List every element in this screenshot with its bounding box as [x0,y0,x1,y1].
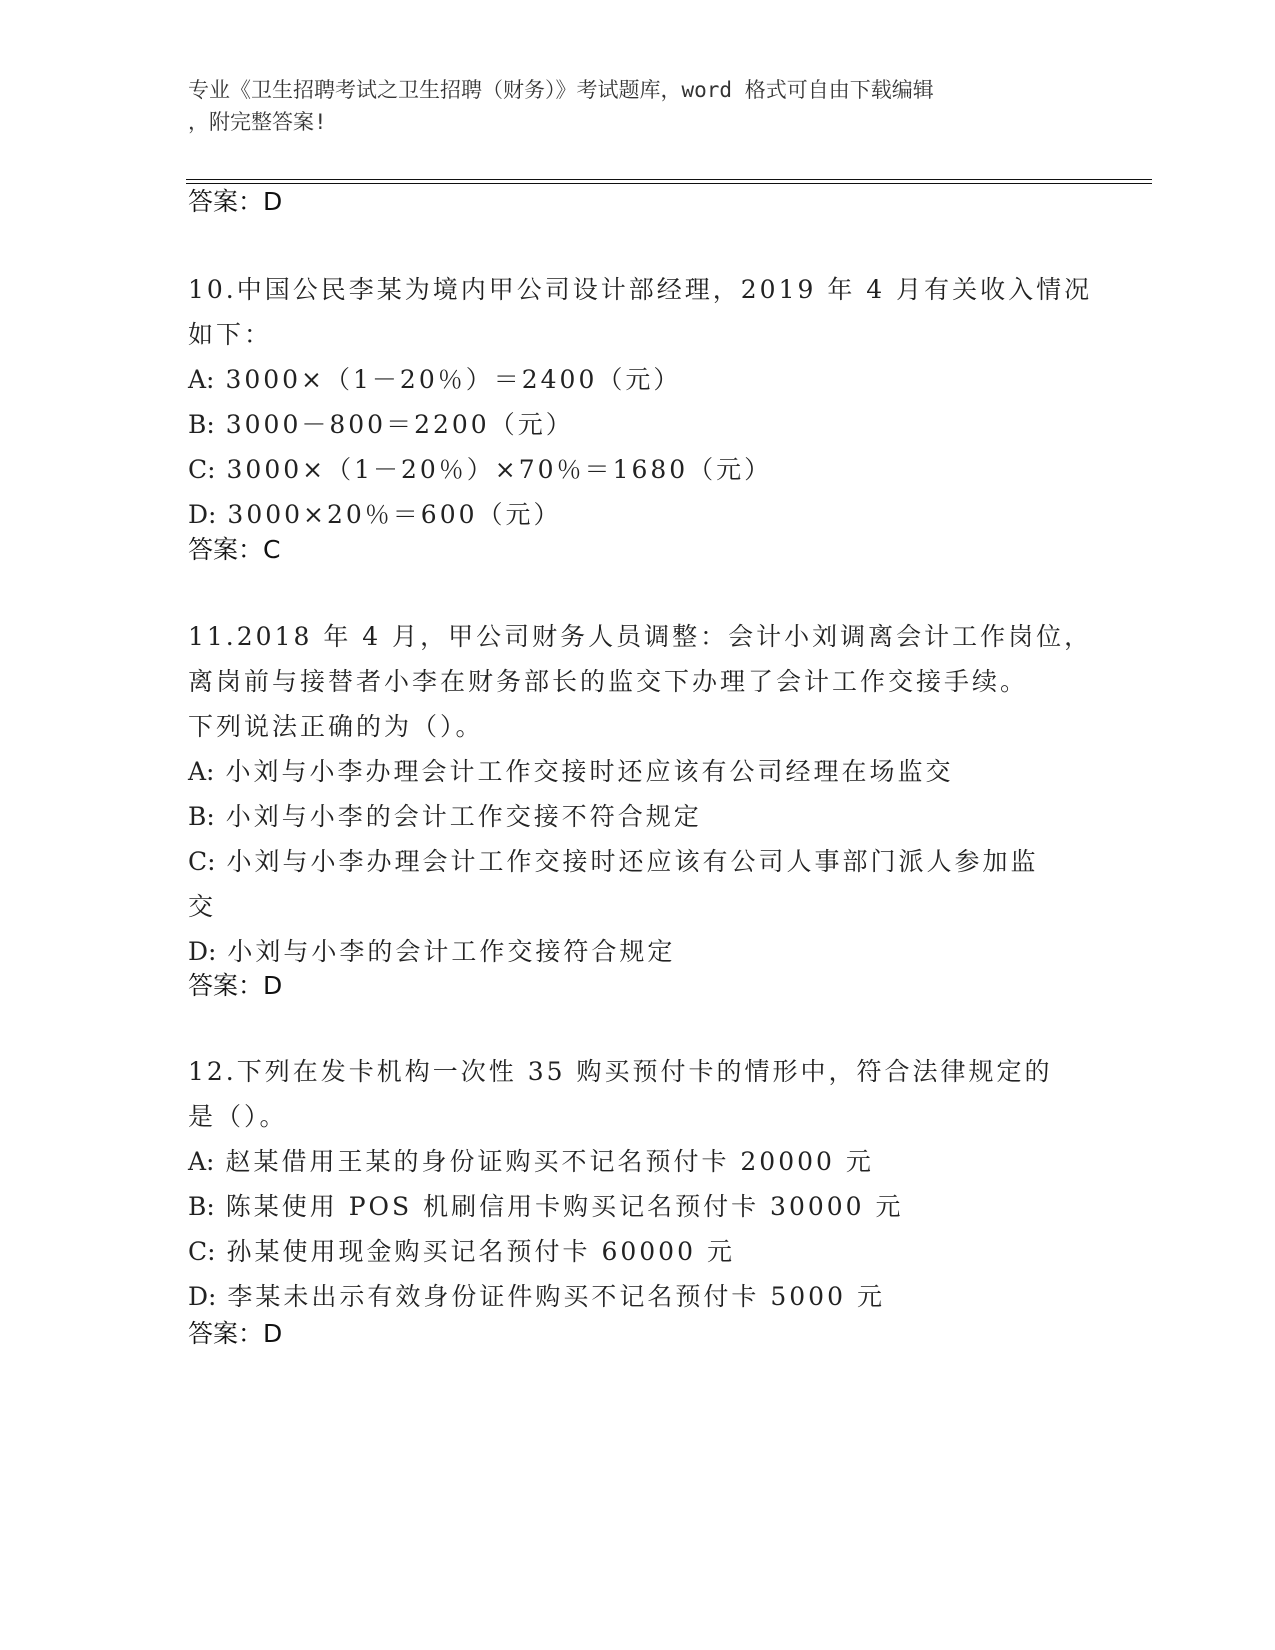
option-text: 小刘与小李的会计工作交接不符合规定 [225,802,702,831]
option-label: B: [188,802,215,831]
question-text-line: 下列说法正确的为（）。 [188,712,484,741]
option-d [188,1274,1088,1319]
header-line-1: 专业《卫生招聘考试之卫生招聘（财务）》考试题库，word 格式可自由下载编辑 [188,78,934,102]
option-a [188,357,1088,402]
option-c [188,839,1088,884]
option-c [188,447,1088,492]
option-text: 3000×（1－20％）×70％＝1680（元） [226,455,773,484]
answer-10: 答案：C [188,535,281,564]
option-text: 小刘与小李的会计工作交接符合规定 [227,937,676,966]
question-12 [188,1049,1088,1319]
question-text-line: 离岗前与接替者小李在财务部长的监交下办理了会计工作交接手续。 [188,667,1029,696]
option-label: C: [188,455,216,484]
option-label: A: [188,1147,215,1176]
question-text-line: 11.2018 年 4 月，甲公司财务人员调整：会计小刘调离会计工作岗位， [188,622,1093,651]
option-text: 3000－800＝2200（元） [225,410,574,439]
answer-12: 答案：D [188,1319,283,1348]
option-a [188,1139,1088,1184]
option-text: 赵某借用王某的身份证购买不记名预付卡 20000 元 [225,1147,874,1176]
option-b [188,1184,1088,1229]
option-label: D: [188,937,217,966]
option-text: 小刘与小李办理会计工作交接时还应该有公司经理在场监交 [225,757,954,786]
question-text-line: 10.中国公民李某为境内甲公司设计部经理，2019 年 4 月有关收入情况 [188,275,1093,304]
option-label: D: [188,1282,217,1311]
question-11 [188,614,1093,974]
option-label: B: [188,410,215,439]
header-line-2: ，附完整答案! [188,110,327,134]
option-b [188,402,1088,447]
option-c [188,1229,1088,1274]
option-label: A: [188,365,215,394]
option-text: 3000×（1－20％）＝2400（元） [225,365,682,394]
option-text: 3000×20％＝600（元） [227,500,562,529]
option-label: C: [188,1237,216,1266]
option-a [188,749,1088,794]
header-divider-top [186,179,1152,180]
option-c-continuation: 交 [188,892,217,921]
option-text: 李某未出示有效身份证件购买不记名预付卡 5000 元 [227,1282,885,1311]
option-b [188,794,1088,839]
option-label: D: [188,500,217,529]
previous-answer: 答案：D [188,187,283,216]
option-label: B: [188,1192,215,1221]
question-10 [188,267,1093,537]
question-text-line: 如下： [188,320,273,349]
option-label: C: [188,847,216,876]
option-d [188,929,1088,974]
answer-11: 答案：D [188,971,283,1000]
header-divider-bottom [186,183,1152,184]
option-d [188,492,1088,537]
option-text: 小刘与小李办理会计工作交接时还应该有公司人事部门派人参加监 [226,847,1039,876]
question-text-line: 12.下列在发卡机构一次性 35 购买预付卡的情形中，符合法律规定的 [188,1057,1053,1086]
option-text: 陈某使用 POS 机刷信用卡购买记名预付卡 30000 元 [225,1192,904,1221]
document-header [188,74,1088,138]
option-text: 孙某使用现金购买记名预付卡 60000 元 [226,1237,735,1266]
question-text-line: 是（）。 [188,1102,288,1131]
option-label: A: [188,757,215,786]
